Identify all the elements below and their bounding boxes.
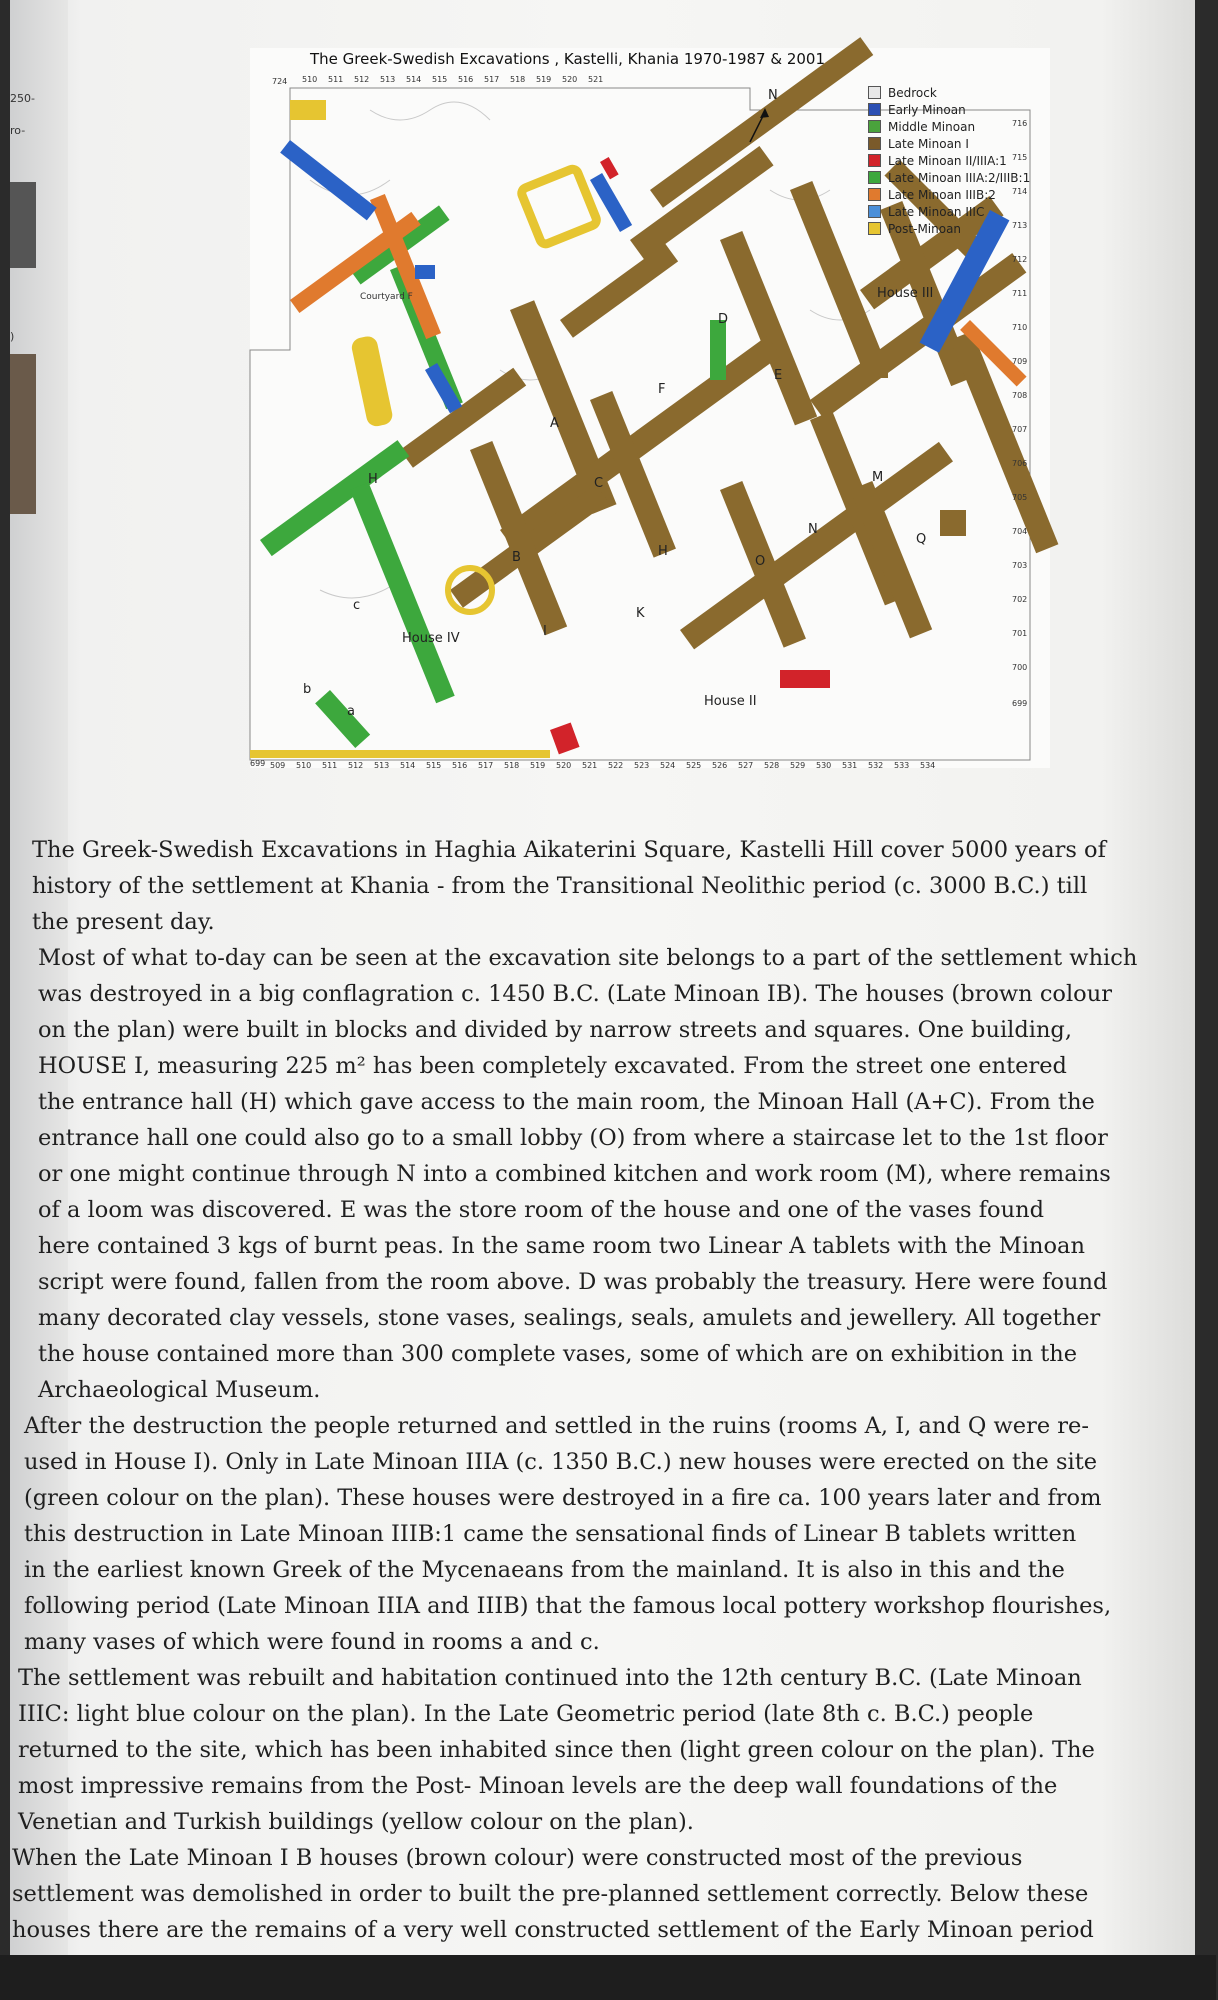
svg-text:520: 520 bbox=[562, 75, 578, 84]
legend-label: Late Minoan IIIA:2/IIIB:1 bbox=[888, 170, 1031, 185]
legend-label: Post-Minoan bbox=[888, 221, 962, 236]
svg-text:514: 514 bbox=[400, 761, 416, 770]
room-label: b bbox=[303, 682, 312, 697]
svg-text:716: 716 bbox=[1012, 119, 1028, 128]
svg-text:705: 705 bbox=[1012, 493, 1028, 502]
svg-text:512: 512 bbox=[348, 761, 364, 770]
legend-swatch bbox=[868, 188, 881, 201]
legend-label: Late Minoan IIIB:2 bbox=[888, 187, 996, 202]
svg-text:522: 522 bbox=[608, 761, 624, 770]
room-label: c bbox=[353, 598, 361, 613]
legend-item-late-minoan-iiib2 bbox=[868, 186, 1030, 203]
north-label: N bbox=[768, 88, 778, 103]
site-plan-title: The Greek-Swedish Excavations , Kastelli, Khania 1970-1987 & 2001 bbox=[310, 50, 825, 68]
svg-text:700: 700 bbox=[1012, 663, 1028, 672]
room-label: Q bbox=[916, 532, 927, 547]
svg-text:521: 521 bbox=[588, 75, 604, 84]
photo-bottom-edge bbox=[0, 1955, 1216, 2000]
svg-text:515: 515 bbox=[426, 761, 442, 770]
svg-text:524: 524 bbox=[660, 761, 676, 770]
svg-text:517: 517 bbox=[478, 761, 494, 770]
legend-item-bedrock bbox=[868, 84, 1030, 101]
svg-text:711: 711 bbox=[1012, 289, 1028, 298]
paragraph-early-minoan: When the Late Minoan I B houses (brown colour) were constructed most of the previous settlement was demolished in order to built the pre-planned settlement correctly. Below these houses there are the remains of a very well constructed settlement of the Early Minoan period bbox=[12, 1845, 1094, 1943]
paragraph-after-destruction: After the destruction the people returned and settled in the ruins (rooms A, I, and Q were re- used in House I). Only in Late Minoan IIIA (c. 1350 B.C.) new houses were erected on the site (green colour on the plan). These houses were destroyed in a fire ca. 100 years later and from this destruction in Late Minoan IIIB:1 came the sensational finds of Linear B tablets written in the earliest known Greek of the Mycenaeans from the mainland. It is also in this and the following period (Late Minoan IIIA and IIIB) that the famous local pottery workshop flourishes, many vases of which were found in rooms a and c. bbox=[24, 1413, 1112, 1655]
svg-text:519: 519 bbox=[530, 761, 546, 770]
svg-text:520: 520 bbox=[556, 761, 572, 770]
svg-text:510: 510 bbox=[302, 75, 318, 84]
svg-text:516: 516 bbox=[452, 761, 468, 770]
svg-text:513: 513 bbox=[374, 761, 390, 770]
edge-photo bbox=[10, 354, 36, 514]
room-label: K bbox=[636, 606, 645, 621]
legend-label: Middle Minoan bbox=[888, 119, 976, 134]
edge-text: ) bbox=[10, 330, 15, 343]
legend-swatch bbox=[868, 86, 881, 99]
svg-text:511: 511 bbox=[322, 761, 338, 770]
room-label: a bbox=[347, 704, 355, 719]
svg-text:530: 530 bbox=[816, 761, 832, 770]
room-label: C bbox=[594, 476, 604, 491]
paragraph-rebuilt-settlement: The settlement was rebuilt and habitation continued into the 12th century B.C. (Late Minoan IIIC: light blue colour on the plan). In the Late Geometric period (late 8th c. B.C.) people returned to the site, which has been inhabited since then (light green colour on the plan). The most impressive remains from the Post- Minoan levels are the deep wall foundations of the Venetian and Turkish buildings (yellow colour on the plan). bbox=[18, 1665, 1095, 1835]
room-label: M bbox=[872, 470, 884, 485]
svg-text:704: 704 bbox=[1012, 527, 1028, 536]
svg-text:521: 521 bbox=[582, 761, 598, 770]
svg-text:724: 724 bbox=[272, 77, 288, 86]
legend-label: Late Minoan I bbox=[888, 136, 969, 151]
svg-text:703: 703 bbox=[1012, 561, 1028, 570]
svg-text:710: 710 bbox=[1012, 323, 1028, 332]
svg-text:708: 708 bbox=[1012, 391, 1028, 400]
house-iv-label: House IV bbox=[402, 631, 460, 646]
svg-text:715: 715 bbox=[1012, 153, 1028, 162]
legend-item-late-minoan-ii bbox=[868, 152, 1030, 169]
svg-text:707: 707 bbox=[1012, 425, 1028, 434]
legend-item-late-minoan-iiia2 bbox=[868, 169, 1030, 186]
svg-text:699: 699 bbox=[1012, 699, 1028, 708]
svg-text:702: 702 bbox=[1012, 595, 1028, 604]
legend-swatch bbox=[868, 154, 881, 167]
information-sign bbox=[10, 0, 1195, 1960]
room-label: F bbox=[658, 382, 666, 397]
legend-item-late-minoan-i bbox=[868, 135, 1030, 152]
legend-item-early-minoan bbox=[868, 101, 1030, 118]
svg-text:518: 518 bbox=[504, 761, 520, 770]
house-iii-label: House III bbox=[877, 286, 934, 301]
legend-swatch bbox=[868, 171, 881, 184]
svg-text:509: 509 bbox=[270, 761, 286, 770]
svg-text:531: 531 bbox=[842, 761, 858, 770]
edge-photo bbox=[10, 182, 36, 268]
svg-text:511: 511 bbox=[328, 75, 344, 84]
svg-text:706: 706 bbox=[1012, 459, 1028, 468]
edge-text: 250- bbox=[10, 92, 35, 105]
svg-text:532: 532 bbox=[868, 761, 884, 770]
svg-text:527: 527 bbox=[738, 761, 754, 770]
svg-text:529: 529 bbox=[790, 761, 806, 770]
legend-swatch bbox=[868, 222, 881, 235]
legend-swatch bbox=[868, 103, 881, 116]
legend-item-late-minoan-iiic bbox=[868, 203, 1030, 220]
room-label: A bbox=[550, 416, 559, 431]
courtyard-f-label: Courtyard F bbox=[360, 292, 413, 302]
room-label: O bbox=[755, 554, 766, 569]
svg-text:712: 712 bbox=[1012, 255, 1028, 264]
legend-item-middle-minoan bbox=[868, 118, 1030, 135]
paragraph-house-i: Most of what to-day can be seen at the excavation site belongs to a part of the settlement which was destroyed in a big conflagration c. 1450 B.C. (Late Minoan IB). The houses (brown colour on the plan) were built in blocks and divided by narrow streets and squares. One building, HOUSE I, measuring 225 m² has been completely excavated. From the street one entered the entrance hall (H) which gave access to the main room, the Minoan Hall (A+C). From the entrance hall one could also go to a small lobby (O) from where a staircase let to the 1st floor or one might continue through N into a combined kitchen and work room (M), where remains of a loom was discovered. E was the store room of the house and one of the vases found here contained 3 kgs of burnt peas. In the same room two Linear A tablets with the Minoan script were found, fallen from the room above. D was probably the treasury. Here were found many decorated clay vessels, stone vases, sealings, seals, amulets and jewellery. All together the house contained more than 300 complete vases, some of which are on exhibition in the Archaeological Museum. bbox=[38, 945, 1138, 1403]
legend-swatch bbox=[868, 137, 881, 150]
legend-swatch bbox=[868, 205, 881, 218]
svg-text:534: 534 bbox=[920, 761, 936, 770]
legend-label: Early Minoan bbox=[888, 102, 966, 117]
edge-text: ro- bbox=[10, 124, 26, 137]
svg-text:526: 526 bbox=[712, 761, 728, 770]
room-label: H bbox=[368, 472, 378, 487]
legend-label: Late Minoan IIIC bbox=[888, 204, 985, 219]
svg-text:519: 519 bbox=[536, 75, 552, 84]
svg-text:516: 516 bbox=[458, 75, 474, 84]
svg-text:701: 701 bbox=[1012, 629, 1028, 638]
svg-text:513: 513 bbox=[380, 75, 396, 84]
room-label: B bbox=[512, 550, 521, 565]
svg-text:523: 523 bbox=[634, 761, 650, 770]
svg-text:714: 714 bbox=[1012, 187, 1028, 196]
map-legend bbox=[868, 84, 1030, 237]
svg-text:713: 713 bbox=[1012, 221, 1028, 230]
room-label: E bbox=[774, 368, 783, 383]
svg-text:533: 533 bbox=[894, 761, 910, 770]
svg-text:709: 709 bbox=[1012, 357, 1028, 366]
paragraph-intro: The Greek-Swedish Excavations in Haghia Aikaterini Square, Kastelli Hill cover 5000 years of history of the settlement at Khania - from the Transitional Neolithic period (c. 3000 B.C.) till the present day. bbox=[32, 837, 1106, 935]
room-label: I bbox=[543, 624, 547, 639]
svg-text:518: 518 bbox=[510, 75, 526, 84]
legend-swatch bbox=[868, 120, 881, 133]
svg-text:517: 517 bbox=[484, 75, 500, 84]
room-label: D bbox=[718, 312, 729, 327]
legend-label: Late Minoan II/IIIA:1 bbox=[888, 153, 1007, 168]
svg-text:525: 525 bbox=[686, 761, 702, 770]
svg-text:514: 514 bbox=[406, 75, 422, 84]
room-label: N bbox=[808, 522, 818, 537]
svg-text:528: 528 bbox=[764, 761, 780, 770]
svg-text:512: 512 bbox=[354, 75, 370, 84]
legend-item-post-minoan bbox=[868, 220, 1030, 237]
house-ii-label: House II bbox=[704, 694, 757, 709]
room-label: H bbox=[658, 544, 668, 559]
svg-text:699: 699 bbox=[250, 759, 266, 768]
svg-text:510: 510 bbox=[296, 761, 312, 770]
legend-label: Bedrock bbox=[888, 85, 937, 100]
svg-text:515: 515 bbox=[432, 75, 448, 84]
